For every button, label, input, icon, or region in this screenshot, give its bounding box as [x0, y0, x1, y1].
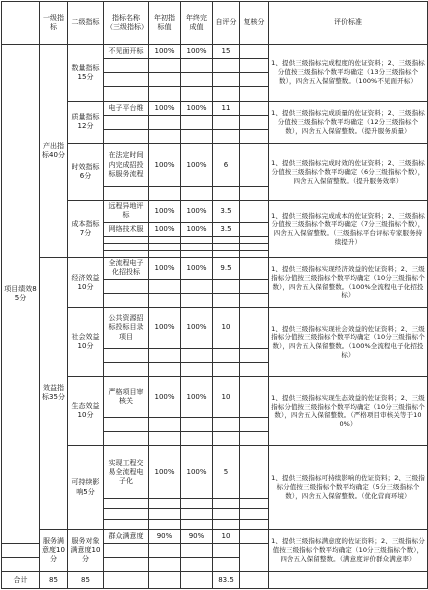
- level1-benefit: 效益指标35分: [40, 258, 68, 529]
- review-score: [240, 446, 269, 499]
- indicator-name: 全流程电子化招投标: [104, 258, 149, 280]
- header-cell-blank: [2, 2, 40, 45]
- actual-value: 100%: [181, 446, 213, 499]
- level2-cell: 生态效益10分: [68, 377, 104, 446]
- target-value: 100%: [149, 258, 181, 280]
- self-score: 3.5: [213, 222, 240, 236]
- indicator-name: 远程异地评标: [104, 201, 149, 223]
- self-score: 11: [213, 101, 240, 115]
- self-score: 3.5: [213, 201, 240, 223]
- total-row: [2, 572, 428, 589]
- target-value: 100%: [149, 222, 181, 236]
- indicator-name: 群众满意度: [104, 529, 149, 543]
- table-row: [2, 258, 428, 280]
- level2-cell: 服务对象满意度10分: [68, 529, 104, 572]
- level1-output: 产出指标40分: [40, 44, 68, 258]
- criteria-text: 1、提供三级指标完成成本的佐证资料；2、三级指标分值按三级指标个数平均确定（7分三级指标个数），四舍五入保留整数。（三级指标平台评标专家服务持续提升）: [269, 201, 428, 258]
- header-actual: 年终完成值: [181, 2, 213, 45]
- level2-cell: 时效指标6分: [68, 144, 104, 201]
- header-indicator-name: 指标名称（三级指标）: [104, 2, 149, 45]
- self-score: 5: [213, 446, 240, 499]
- criteria-text: 1、提供三级指标实现生态效益的佐证资料；2、三级指标分值按三级指标个数平均确定（10分三级指标个数），四舍五入保留整数。（严格项目审核关等于100%）: [269, 377, 428, 446]
- indicator-name: 公共资源招标投标目录项目: [104, 308, 149, 349]
- target-value: 100%: [149, 308, 181, 349]
- actual-value: 100%: [181, 258, 213, 280]
- self-score: 10: [213, 308, 240, 349]
- indicator-name: 电子平台维: [104, 101, 149, 115]
- level2-cell: 数量指标15分: [68, 44, 104, 101]
- indicator-name: 在法定时间内完成招投标服务流程: [104, 144, 149, 187]
- target-value: 100%: [149, 446, 181, 499]
- target-value: 90%: [149, 529, 181, 543]
- performance-evaluation-table: [1, 1, 428, 589]
- actual-value: 90%: [181, 529, 213, 543]
- level2-cell: 社会效益10分: [68, 308, 104, 377]
- target-value: 100%: [149, 144, 181, 187]
- actual-value: 100%: [181, 222, 213, 236]
- level2-cell: 质量指标12分: [68, 101, 104, 144]
- level2-cell: 可持续影响5分: [68, 446, 104, 529]
- target-value: 100%: [149, 201, 181, 223]
- target-value: 100%: [149, 101, 181, 115]
- indicator-name: 网络技术服: [104, 222, 149, 236]
- review-score: [240, 308, 269, 349]
- header-criteria: 评价标准: [269, 2, 428, 45]
- review-score: [240, 529, 269, 543]
- table-row: [2, 529, 428, 543]
- level2-cell: 成本指标7分: [68, 201, 104, 258]
- review-score: [240, 377, 269, 418]
- table-row: [2, 44, 428, 58]
- review-score: [240, 44, 269, 58]
- actual-value: 100%: [181, 377, 213, 418]
- indicator-name: 严格项目审核关: [104, 377, 149, 418]
- criteria-text: 1、提供三级指标完成质量的佐证资料；2、三级指标分值按三级指标个数平均确定（12分三级指标个数），四舍五入保留整数。（提升服务质量）: [269, 101, 428, 144]
- self-score: 15: [213, 44, 240, 58]
- actual-value: 100%: [181, 201, 213, 223]
- self-score: 9.5: [213, 258, 240, 280]
- criteria-text: 1、提供三级指标实现社会效益的佐证资料；2、三级指标分值按三级指标个数平均确定（10分三级指标个数），四舍五入保留整数。（100%全流程电子化招投标）: [269, 308, 428, 377]
- total-label: 合计: [2, 572, 40, 589]
- review-score: [240, 101, 269, 115]
- self-score: 10: [213, 377, 240, 418]
- target-value: 100%: [149, 44, 181, 58]
- criteria-text: 1、提供三级指标可持续影响的佐证资料；2、三级指标分值按三级指标个数平均确定（5分三级指标个数），四舍五入保留整数。（优化营商环境）: [269, 446, 428, 529]
- level1-service: 服务满意度10分: [40, 529, 68, 572]
- total-self-score: 83.5: [213, 572, 240, 589]
- header-review-score: 复核分: [240, 2, 269, 45]
- indicator-name: 不见面开标: [104, 44, 149, 58]
- target-value: 100%: [149, 377, 181, 418]
- total-level1: 85: [40, 572, 68, 589]
- header-self-score: 自评分: [213, 2, 240, 45]
- criteria-text: 1、提供三级指标实现经济效益的佐证资料；2、三级指标分值按三级指标个数平均确定（10分三级指标个数），四舍五入保留整数。（100%全流程电子化招投标）: [269, 258, 428, 308]
- self-score: 6: [213, 144, 240, 187]
- criteria-text: 1、提供三级指标完成程度的佐证资料；2、三级指标分值按三级指标个数平均确定（13分三级指标个数），四舍五入保留整数。（100%不见面开标）: [269, 44, 428, 101]
- review-score: [240, 222, 269, 236]
- review-score: [240, 258, 269, 280]
- criteria-text: 1、提供三级指标完成时效的佐证资料；2、三级指标分值按三级指标个数平均确定（6分三级指标个数），四舍五入保留整数。（提升服务效率）: [269, 144, 428, 201]
- header-level2: 二级指标: [68, 2, 104, 45]
- review-score: [240, 144, 269, 187]
- actual-value: 100%: [181, 44, 213, 58]
- actual-value: 100%: [181, 101, 213, 115]
- header-target: 年初指标值: [149, 2, 181, 45]
- actual-value: 100%: [181, 144, 213, 187]
- review-score: [240, 201, 269, 223]
- header-level1: 一级指标: [40, 2, 68, 45]
- self-score: 10: [213, 529, 240, 543]
- actual-value: 100%: [181, 308, 213, 349]
- header-row: [2, 2, 428, 45]
- group-label: 项目绩效85分: [2, 44, 40, 543]
- total-level2: 85: [68, 572, 104, 589]
- criteria-text: 1、提供三级指标满意度的佐证资料；2、三级指标分值按三级指标个数平均确定（10分三级指标个数），四舍五入保留整数。（满意度评价群众满意率）: [269, 529, 428, 572]
- level2-cell: 经济效益10分: [68, 258, 104, 308]
- indicator-name: 实现工程交易全流程电子化: [104, 446, 149, 499]
